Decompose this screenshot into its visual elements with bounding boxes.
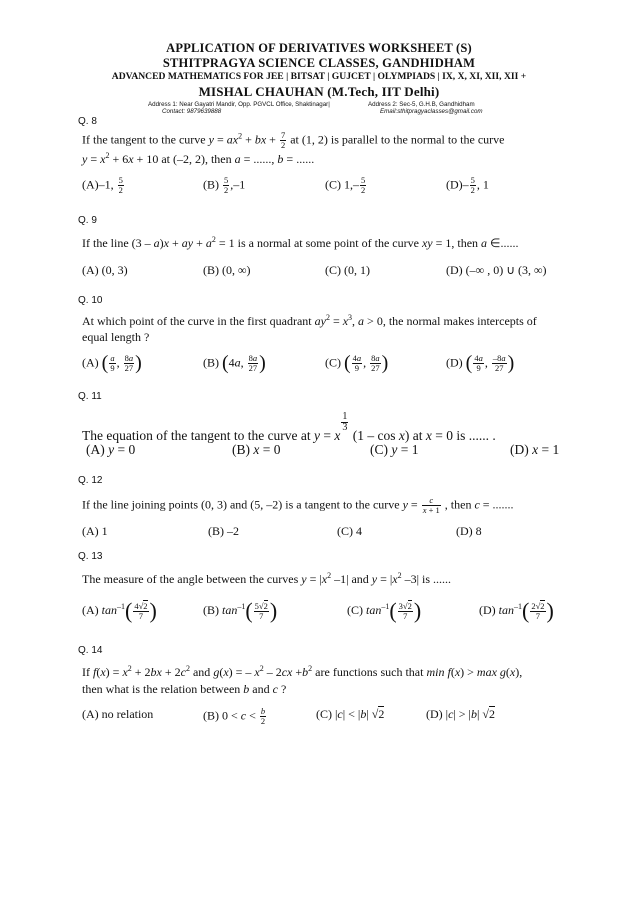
option-a: (A) no relation (82, 707, 154, 721)
question-label: Q. 12 (78, 475, 103, 486)
option-a: (A) y = 0 (86, 442, 136, 457)
contact-number: Contact: 9879639888 (162, 108, 222, 115)
option-d: (D) |c| > |b| √2 (426, 707, 495, 721)
question-label: Q. 10 (78, 295, 103, 306)
option-a: (A) ( $\frac{a}{9}$ , $\frac{8a}{27}$ ) (82, 352, 142, 374)
option-d: (D) (–∞ , 0) ∪ (3, ∞) (446, 263, 547, 277)
option-a: (A) $\tan^{-1}$( $\frac{4√2}{7}$ ) (82, 598, 157, 623)
option-c: (C) $\tan^{-1}$( $\frac{3√2}{7}$ ) (347, 598, 422, 623)
option-b: (B) $\frac{5}{2}$ ,–1 (203, 175, 246, 195)
option-a: (A) 1 (82, 524, 108, 538)
institute-name: STHITPRAGYA SCIENCE CLASSES, GANDHIDHAM (162, 56, 476, 70)
option-c: (C) ( $\frac{4a}{9}$ , $\frac{8a}{27}$ ) (325, 352, 389, 374)
question-text-line: If the line joining points (0, 3) and (5, –2) is a tangent to the curve y = $\frac{c}{x + 1}$ , then c = ....... (82, 495, 514, 515)
option-c: (C) 1,– $\frac{5}{2}$ (325, 175, 366, 195)
address-2: Address 2: Sec-5, G.H.B, Gandhidham (368, 101, 475, 108)
option-b: (B) (0, ∞) (203, 263, 251, 277)
address-1: Address 1: Near Gayatri Mandir, Opp. PGVCL Office, Shaktinagar| (148, 101, 330, 108)
option-b: (B) $\tan^{-1}$( $\frac{5√2}{7}$ ) (203, 598, 278, 623)
question-text-line: equal length ? (82, 330, 150, 344)
option-b: (B) x = 0 (232, 442, 281, 457)
question-text-line: If the tangent to the curve $y = ax^2$ + bx + $\frac{7}{2}$ at (1, 2) is parallel to the normal to the curve (82, 130, 505, 150)
option-c: (C) |c| < |b| √2 (316, 707, 385, 721)
question-label: Q. 14 (78, 645, 103, 656)
question-text-line: The equation of the tangent to the curve at y = x $\frac{1}{3}$ (1 – cos x) at x = 0 is ...... . (82, 411, 496, 443)
option-d: (D) 8 (456, 524, 482, 538)
option-b: (B) –2 (208, 524, 239, 538)
option-d: (D) $\tan^{-1}$( $\frac{2√2}{7}$ ) (479, 598, 554, 623)
option-c: (C) y = 1 (370, 442, 419, 457)
question-label: Q. 8 (78, 116, 97, 127)
question-text-line: If $f(x) = x^2 + 2bx + 2c^2$ and g(x) = – $x^2 - 2cx +b^2$ are functions such that min f(x) > max g(x), (82, 664, 523, 679)
option-d: (D)– $\frac{5}{2}$ , 1 (446, 175, 489, 195)
question-text-line: At which point of the curve in the first quadrant $ay^2 = x^3$, a > 0, the normal makes intercepts of (82, 313, 537, 328)
question-label: Q. 11 (78, 391, 102, 402)
option-a: (A) (0, 3) (82, 263, 128, 277)
programs-line: ADVANCED MATHEMATICS FOR JEE | BITSAT | GUJCET | OLYMPIADS | IX, X, XI, XII, XII + (111, 71, 527, 82)
option-b: (B) 0 < c < $\frac{b}{2}$ (203, 706, 266, 726)
question-text-line: then what is the relation between b and c ? (82, 682, 287, 696)
question-label: Q. 13 (78, 551, 103, 562)
option-d: (D) ( $\frac{4a}{9}$ , $\frac{-8a}{27}$ ) (446, 352, 515, 374)
option-c: (C) (0, 1) (325, 263, 370, 277)
option-c: (C) 4 (337, 524, 362, 538)
option-a: (A)–1, $\frac{5}{2}$ (82, 175, 123, 195)
question-text-line: The measure of the angle between the curves $y = |x^2$ –1| and $y = |x^2$ –3| is ...... (82, 571, 452, 586)
question-text-line: $y = x^2 + 6x + 10$ at (–2, 2), then a = ......, b = ...... (82, 151, 315, 166)
contact-email: Email:sthitpragyaclasses@gmail.com (380, 108, 483, 115)
option-d: (D) x = 1 (510, 442, 560, 457)
question-text-line: If the line (3 – a)x + ay + $a^2 = 1$ is a normal at some point of the curve xy = 1, then a ∈...... (82, 235, 519, 250)
teacher-name: MISHAL CHAUHAN (M.Tech, IIT Delhi) (198, 84, 440, 99)
question-label: Q. 9 (78, 215, 97, 226)
option-b: (B) (4a, $\frac{8a}{27}$ ) (203, 352, 266, 374)
worksheet-title: APPLICATION OF DERIVATIVES WORKSHEET (S) (166, 41, 472, 55)
